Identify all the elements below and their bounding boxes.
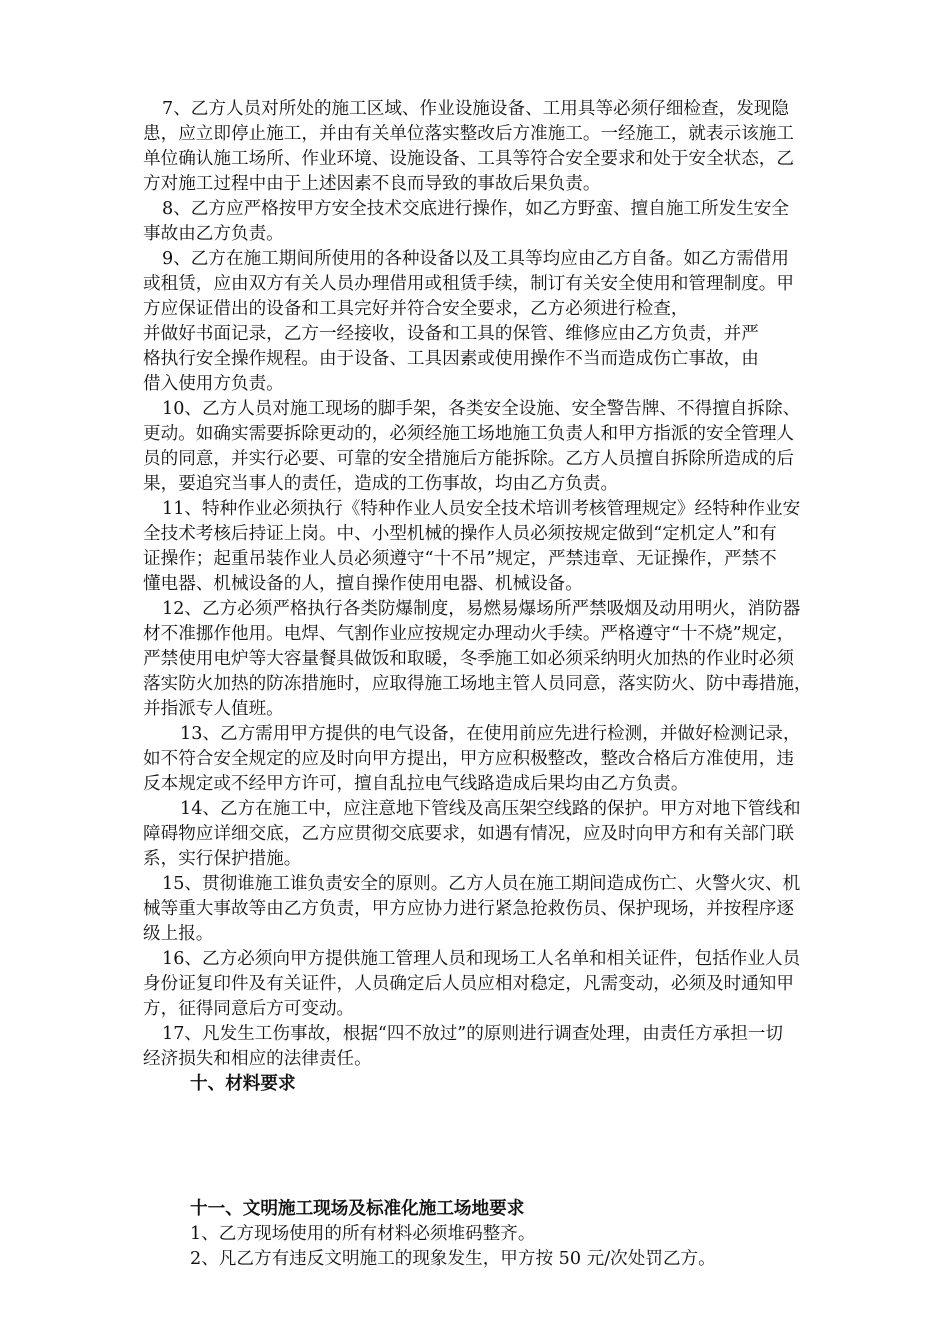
paragraph-7-line-4: 方对施工过程中由于上述因素不良而导致的事故后果负责。 [143,174,601,194]
paragraph-15-line-2: 械等重大事故等由乙方负责，甲方应协力进行紧急抢救伤员、保护现场，并按程序逐 [143,899,794,919]
paragraph-7-line-2: 患，应立即停止施工，并由有关单位落实整改后方准施工。一经施工，就表示该施工 [143,124,794,144]
paragraph-9-line-4: 并做好书面记录，乙方一经接收，设备和工具的保管、维修应由乙方负责，并严 [143,324,759,344]
section-heading-materials: 十、材料要求 [190,1073,296,1094]
paragraph-9-line-1: 9、乙方在施工期间所使用的各种设备以及工具等均应由乙方自备。如乙方需借用 [162,249,789,269]
paragraph-17-line-2: 经济损失和相应的法律责任。 [143,1049,372,1069]
paragraph-15-line-3: 级上报。 [143,924,214,944]
paragraph-16-line-2: 身份证复印件及有关证件，人员确定后人员应相对稳定，凡需变动，必须及时通知甲 [143,974,794,994]
paragraph-9-line-3: 方应保证借出的设备和工具完好并符合安全要求，乙方必须进行检查， [143,299,689,319]
paragraph-16-line-3: 方，征得同意后方可变动。 [143,999,355,1019]
paragraph-8-line-2: 事故由乙方负责。 [143,224,284,244]
paragraph-14-line-3: 系，实行保护措施。 [143,849,302,869]
paragraph-12-line-3: 严禁使用电炉等大容量餐具做饭和取暖，冬季施工如必须采纳明火加热的作业时必须 [143,649,794,669]
paragraph-13-line-2: 如不符合安全规定的应及时向甲方提出，甲方应积极整改，整改合格后方准使用，违 [143,749,794,769]
paragraph-11-line-1: 11、特种作业必须执行《特种作业人员安全技术培训考核管理规定》经特种作业安 [162,499,801,519]
paragraph-12-line-2: 材不准挪作他用。电焊、气割作业应按规定办理动火手续。严格遵守“十不烧”规定， [143,624,795,644]
paragraph-9-line-2: 或租赁，应由双方有关人员办理借用或租赁手续，制订有关安全使用和管理制度。甲 [143,274,794,294]
paragraph-15-line-1: 15、贯彻谁施工谁负责安全的原则。乙方人员在施工期间造成伤亡、火警火灾、机 [162,874,801,894]
paragraph-7-line-3: 单位确认施工场所、作业环境、设施设备、工具等符合安全要求和处于安全状态，乙 [143,149,794,169]
paragraph-12-line-1: 12、乙方必须严格执行各类防爆制度，易燃易爆场所严禁吸烟及动用明火，消防器 [162,599,801,619]
paragraph-10-line-1: 10、乙方人员对施工现场的脚手架，各类安全设施、安全警告牌、不得擅自拆除、 [162,399,801,419]
item-1: 1、乙方现场使用的所有材料必须堆码整齐。 [190,1224,536,1244]
section-heading-civilized-construction: 十一、文明施工现场及标准化施工场地要求 [190,1198,525,1219]
paragraph-13-line-3: 反本规定或不经甲方许可，擅自乱拉电气线路造成后果均由乙方负责。 [143,774,689,794]
paragraph-11-line-3: 证操作；起重吊装作业人员必须遵守“十不吊”规定，严禁违章、无证操作，严禁不 [143,549,777,569]
paragraph-11-line-4: 懂电器、机械设备的人，擅自操作使用电器、机械设备。 [143,574,583,594]
paragraph-9-line-6: 借入使用方负责。 [143,374,284,394]
paragraph-10-line-2: 更动。如确实需要拆除更动的，必须经施工场地施工负责人和甲方指派的安全管理人 [143,424,794,444]
paragraph-16-line-1: 16、乙方必须向甲方提供施工管理人员和现场工人名单和相关证件，包括作业人员 [162,949,801,969]
paragraph-14-line-2: 障碍物应详细交底，乙方应贯彻交底要求，如遇有情况，应及时向甲方和有关部门联 [143,824,794,844]
paragraph-7-line-1: 7、乙方人员对所处的施工区域、作业设施设备、工用具等必须仔细检查，发现隐 [162,99,789,119]
paragraph-10-line-3: 员的同意，并实行必要、可靠的安全措施后方能拆除。乙方人员擅自拆除所造成的后 [143,449,794,469]
paragraph-14-line-1: 14、乙方在施工中，应注意地下管线及高压架空线路的保护。甲方对地下管线和 [180,799,801,819]
paragraph-12-line-5: 并指派专人值班。 [143,699,284,719]
paragraph-13-line-1: 13、乙方需用甲方提供的电气设备，在使用前应先进行检测，并做好检测记录， [180,724,801,744]
paragraph-8-line-1: 8、乙方应严格按甲方安全技术交底进行操作，如乙方野蛮、擅自施工所发生安全 [162,199,789,219]
item-2: 2、凡乙方有违反文明施工的现象发生，甲方按 50 元/次处罚乙方。 [190,1249,716,1269]
paragraph-10-line-4: 果，要追究当事人的责任，造成的工伤事故，均由乙方负责。 [143,474,619,494]
paragraph-17-line-1: 17、凡发生工伤事故，根据“四不放过”的原则进行调查处理，由责任方承担一切 [162,1024,783,1044]
paragraph-9-line-5: 格执行安全操作规程。由于设备、工具因素或使用操作不当而造成伤亡事故，由 [143,349,759,369]
paragraph-11-line-2: 全技术考核后持证上岗。中、小型机械的操作人员必须按规定做到“定机定人”和有 [143,524,777,544]
paragraph-12-line-4: 落实防火加热的防冻措施时，应取得施工场地主管人员同意，落实防火、防中毒措施， [143,674,812,694]
